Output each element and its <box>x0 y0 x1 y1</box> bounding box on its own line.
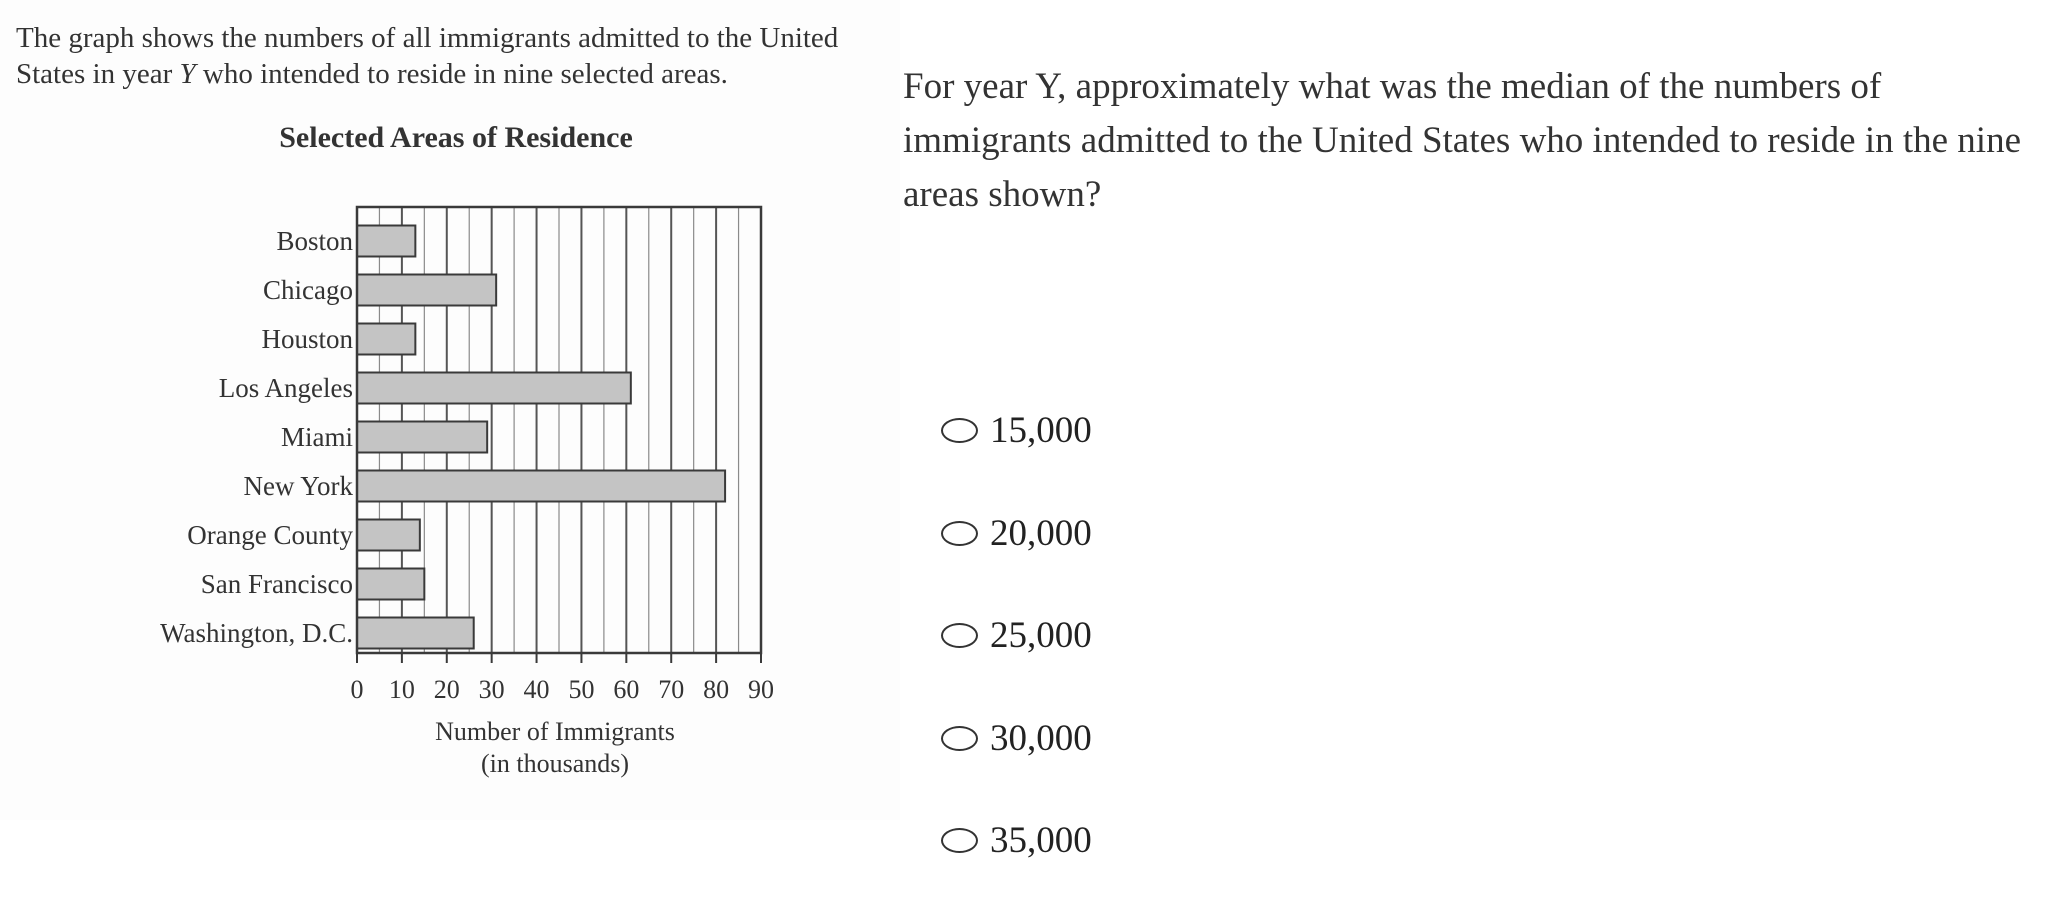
x-tick-label: 10 <box>388 675 415 704</box>
choice-label: 25,000 <box>990 614 1092 656</box>
bar-orange-county <box>357 520 420 551</box>
radio-button-icon[interactable] <box>941 623 978 648</box>
intro-line2-start: States in year <box>16 58 180 90</box>
chart-title: Selected Areas of Residence <box>279 121 633 154</box>
choice-option-3[interactable] <box>941 605 1092 665</box>
x-axis-sublabel: (in thousands) <box>480 749 630 778</box>
question-text: For year Y, approximately what was the median of the numbers of immigrants admitted to the United States who intended to reside in the nine areas shown? <box>903 66 2022 215</box>
radio-button-icon[interactable] <box>941 418 978 443</box>
bar-boston <box>357 226 415 257</box>
intro-line2-end: who intended to reside in nine selected areas. <box>195 58 728 90</box>
choice-option-1[interactable] <box>941 400 1092 460</box>
bars <box>357 226 725 649</box>
x-tick-label: 0 <box>350 675 364 704</box>
category-label: Washington, D.C. <box>160 618 353 648</box>
category-label: Orange County <box>187 520 353 550</box>
category-label: San Francisco <box>200 569 353 599</box>
x-tick-label: 60 <box>613 675 640 704</box>
bar-new-york <box>357 471 725 502</box>
x-tick-label: 20 <box>433 675 460 704</box>
category-label: Chicago <box>263 275 353 305</box>
x-tick-label: 40 <box>523 675 550 704</box>
x-tick-label: 90 <box>748 675 774 704</box>
choice-option-5[interactable] <box>941 810 1092 870</box>
bar-miami <box>357 422 487 453</box>
choice-option-4[interactable] <box>941 708 1092 768</box>
category-labels <box>160 226 353 648</box>
choice-label: 30,000 <box>990 717 1092 759</box>
radio-button-icon[interactable] <box>941 726 978 751</box>
bar-washington-d-c <box>357 618 474 649</box>
intro-line1: The graph shows the numbers of all immigrants admitted to the United <box>16 22 839 54</box>
category-label: Los Angeles <box>218 373 353 403</box>
choice-label: 20,000 <box>990 512 1092 554</box>
radio-button-icon[interactable] <box>941 828 978 853</box>
bar-houston <box>357 324 415 355</box>
bar-los-angeles <box>357 373 631 404</box>
figure-panel <box>0 0 900 820</box>
category-label: New York <box>243 471 353 501</box>
bar-san-francisco <box>357 569 424 600</box>
x-tick-labels <box>351 653 775 704</box>
bar-chicago <box>357 275 496 306</box>
x-axis-label: Number of Immigrants <box>435 717 675 746</box>
radio-button-icon[interactable] <box>941 521 978 546</box>
x-tick-label: 30 <box>478 675 505 704</box>
x-tick-label: 70 <box>658 675 685 704</box>
x-tick-label: 50 <box>568 675 595 704</box>
choice-label: 15,000 <box>990 409 1092 451</box>
choice-label: 35,000 <box>990 819 1092 861</box>
bar-chart <box>0 0 900 820</box>
intro-variable: Y <box>179 58 196 90</box>
category-label: Miami <box>281 422 353 452</box>
category-label: Boston <box>276 226 353 256</box>
category-label: Houston <box>261 324 353 354</box>
x-tick-label: 80 <box>703 675 730 704</box>
choice-option-2[interactable] <box>941 503 1092 563</box>
